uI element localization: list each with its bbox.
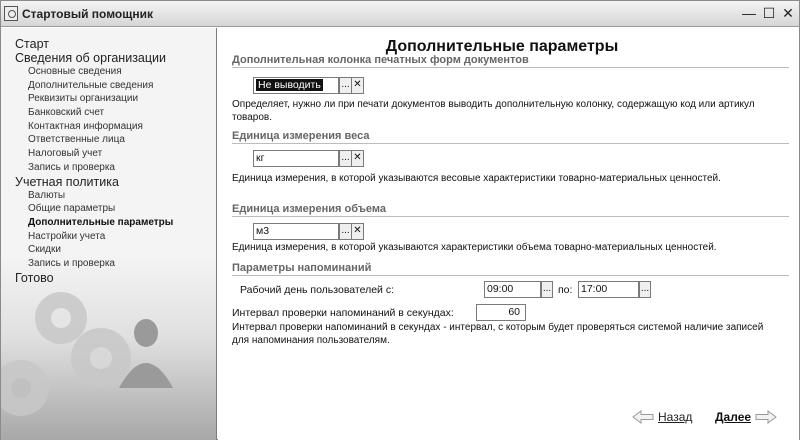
sidebar-item[interactable]: Дополнительные сведения [28, 79, 154, 91]
section-divider [232, 216, 789, 217]
print-column-clear-button[interactable]: ✕ [351, 77, 364, 94]
sidebar-item[interactable]: Сведения об организации [15, 51, 166, 65]
workday-to-label: по: [558, 284, 573, 296]
interval-input[interactable]: 60 [476, 304, 526, 321]
back-label: Назад [658, 410, 693, 424]
sidebar-nav [1, 37, 217, 285]
arrow-left-icon [632, 410, 654, 424]
section-print-column-title: Дополнительная колонка печатных форм документов [232, 54, 529, 66]
weight-unit-select-button[interactable]: ... [339, 150, 352, 167]
next-label: Далее [715, 410, 752, 424]
sidebar-item[interactable]: Дополнительные параметры [28, 216, 174, 228]
weight-unit-description: Единица измерения, в которой указываются весовые характеристики товарно-материальных ценностей. [232, 173, 721, 184]
page-title: Дополнительные параметры [385, 38, 619, 55]
arrow-right-icon [755, 410, 777, 424]
main-panel [218, 28, 799, 440]
sidebar-item[interactable]: Контактная информация [28, 120, 143, 132]
sidebar-item[interactable]: Запись и проверка [28, 257, 115, 269]
workday-from-field[interactable]: 09:00 [484, 281, 541, 298]
maximize-button[interactable]: ☐ [762, 5, 776, 21]
sidebar-item[interactable]: Банковский счет [28, 107, 105, 119]
sidebar-item[interactable]: Налоговый учет [28, 148, 103, 160]
back-button[interactable] [632, 408, 692, 426]
sidebar-item[interactable]: Старт [15, 37, 49, 51]
gears-illustration [1, 278, 217, 440]
print-column-value: Не выводить [258, 79, 321, 91]
print-column-select-button[interactable]: ... [339, 77, 352, 94]
interval-label: Интервал проверки напоминаний в секундах: [232, 307, 454, 319]
sidebar-item[interactable]: Валюты [28, 189, 66, 201]
section-divider [232, 275, 789, 276]
sidebar-item[interactable]: Ответственные лица [28, 134, 125, 146]
section-reminders-title: Параметры напоминаний [232, 262, 372, 274]
weight-unit-clear-button[interactable]: ✕ [351, 150, 364, 167]
title-bar [1, 1, 799, 27]
sidebar [1, 28, 217, 440]
volume-unit-field[interactable]: м3 [253, 223, 339, 240]
interval-description: Интервал проверки напоминаний в секундах - интервал, с которым будет проверяться системой наличие записей для напоминания пользователям. [232, 322, 764, 346]
workday-to-field[interactable]: 17:00 [578, 281, 639, 298]
section-weight-unit-title: Единица измерения веса [232, 130, 370, 142]
print-column-description: Определяет, нужно ли при печати документов выводить дополнительную колонку, содержащую код или артикул товаров. [232, 99, 755, 123]
next-button[interactable] [715, 408, 777, 426]
section-divider [232, 143, 789, 144]
sidebar-item[interactable]: Общие параметры [28, 203, 116, 215]
minimize-button[interactable]: — [742, 5, 756, 21]
weight-unit-field[interactable]: кг [253, 150, 339, 167]
close-button[interactable]: ✕ [782, 5, 794, 21]
sidebar-item[interactable]: Готово [15, 270, 54, 285]
section-divider [232, 67, 789, 68]
section-volume-unit-title: Единица измерения объема [232, 203, 386, 215]
volume-unit-clear-button[interactable]: ✕ [351, 223, 364, 240]
sidebar-item[interactable]: Настройки учета [28, 230, 106, 242]
window-title: Стартовый помощник [22, 7, 153, 21]
print-column-field[interactable] [253, 77, 339, 94]
volume-unit-description: Единица измерения, в которой указываются характеристики объема товарно-материальных ценностей. [232, 242, 717, 253]
sidebar-item[interactable]: Скидки [28, 244, 61, 256]
workday-to-select-button[interactable]: ... [639, 281, 651, 298]
sidebar-item[interactable]: Запись и проверка [28, 161, 115, 173]
volume-unit-select-button[interactable]: ... [339, 223, 352, 240]
app-icon [4, 6, 18, 21]
sidebar-item[interactable]: Учетная политика [15, 174, 119, 189]
sidebar-item[interactable]: Основные сведения [28, 66, 122, 77]
sidebar-item[interactable]: Реквизиты организации [28, 93, 139, 105]
workday-from-select-button[interactable]: ... [541, 281, 553, 298]
workday-label: Рабочий день пользователей с: [240, 284, 394, 296]
